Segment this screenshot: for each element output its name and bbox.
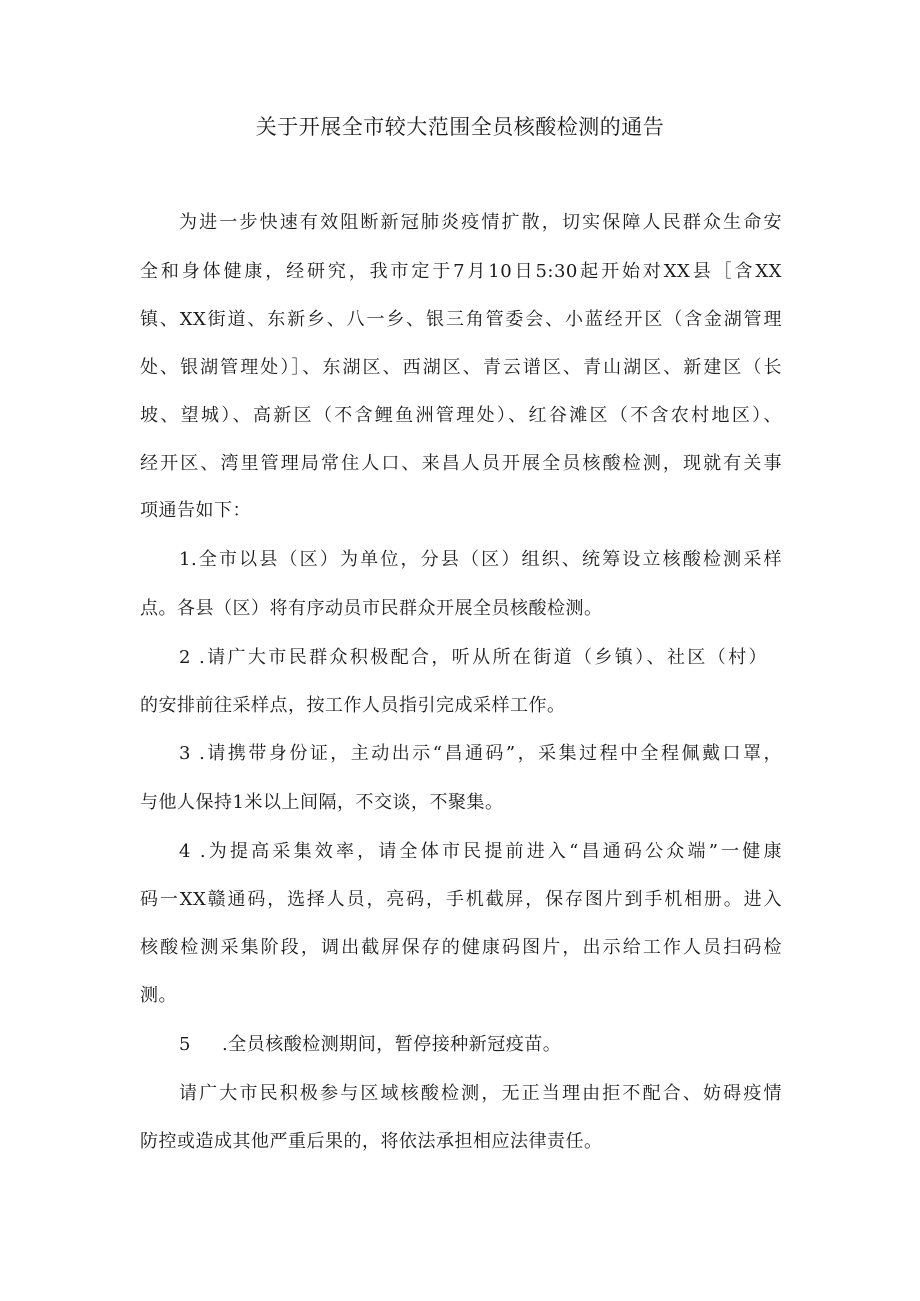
item-2-line: 2 .请广大市民群众积极配合，听从所在街道（乡镇）、社区（村） <box>179 647 767 668</box>
item-2-line: 的安排前往采样点，按工作人员指引完成采样工作。 <box>140 695 566 716</box>
intro-line: 项通告如下： <box>140 500 251 521</box>
intro-line: 处、银湖管理处）］、东湖区、西湖区、青云谱区、青山湖区、新建区（长 <box>140 357 782 378</box>
intro-line: 经开区、湾里管理局常住人口、来昌人员开展全员核酸检测，现就有关事 <box>140 453 782 474</box>
item-4-line: 核酸检测采集阶段，调出截屏保存的健康码图片，出示给工作人员扫码检 <box>140 937 782 958</box>
document-title: 关于开展全市较大范围全员核酸检测的通告 <box>255 115 665 139</box>
item-1-line: 1.全市以县（区）为单位，分县（区）组织、统筹设立核酸检测采样 <box>179 549 782 570</box>
item-4-line: 4 .为提高采集效率，请全体市民提前进入“昌通码公众端”一健康 <box>179 841 782 862</box>
item-5-line: 5 .全员核酸检测期间，暂停接种新冠疫苗。 <box>179 1034 562 1055</box>
item-4-line: 码一XX赣通码，选择人员，亮码，手机截屏，保存图片到手机相册。进入 <box>140 889 782 910</box>
closing-line: 防控或造成其他严重后果的，将依法承担相应法律责任。 <box>140 1131 603 1152</box>
closing-line: 请广大市民积极参与区域核酸检测，无正当理由拒不配合、妨碍疫情 <box>179 1083 782 1104</box>
item-3-line: 3 .请携带身份证，主动出示“昌通码”，采集过程中全程佩戴口罩， <box>179 743 782 764</box>
item-1-line: 点。各县（区）将有序动员市民群众开展全员核酸检测。 <box>140 598 603 619</box>
intro-line: 为进一步快速有效阻断新冠肺炎疫情扩散，切实保障人民群众生命安 <box>179 212 782 233</box>
intro-line: 坡、望城）、高新区（不含鲤鱼洲管理处）、红谷滩区（不含农村地区）、 <box>140 405 782 426</box>
item-3-line: 与他人保持1米以上间隔，不交谈，不聚集。 <box>140 792 504 813</box>
item-4-line: 测。 <box>140 985 177 1006</box>
intro-line: 镇、XX街道、东新乡、八一乡、银三角管委会、小蓝经开区（含金湖管理 <box>140 309 782 330</box>
intro-line: 全和身体健康，经研究，我市定于7月10日5:30起开始对XX县［含XX <box>140 261 782 282</box>
